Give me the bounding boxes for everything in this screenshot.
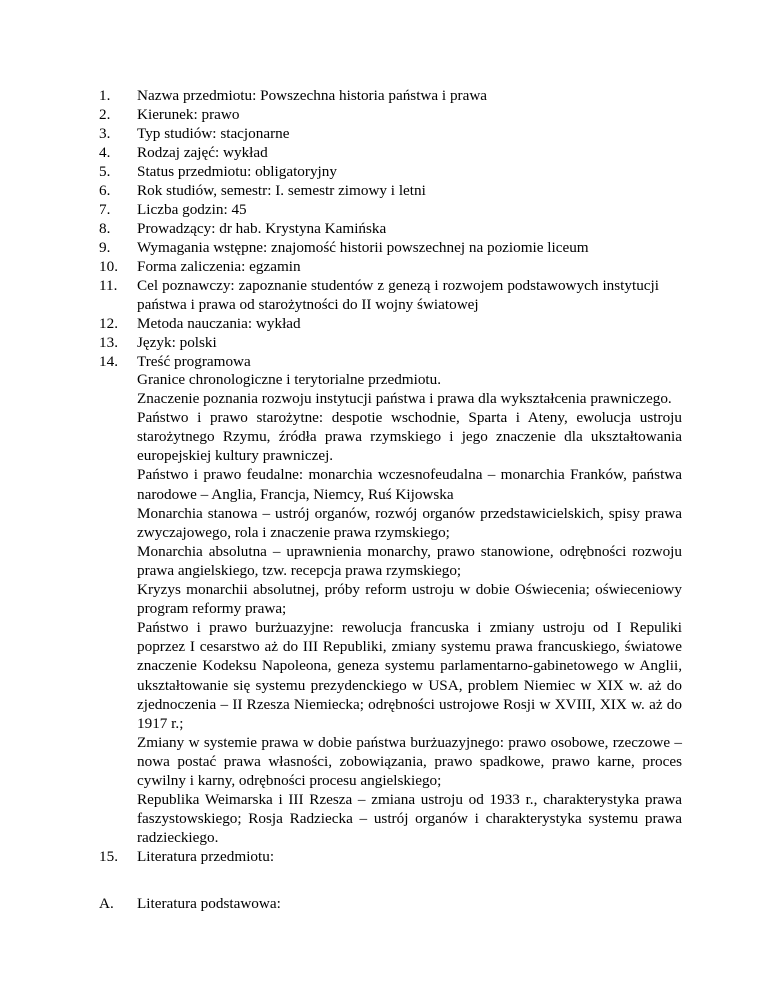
list-item (99, 143, 659, 162)
program-paragraph: Monarchia absolutna – uprawnienia monarchy, prawo stanowione, odrębności rozwoju prawa angielskiego, tzw. recepcja prawa rzymskiego; (137, 542, 682, 579)
item-text: Rok studiów, semestr: I. semestr zimowy i letni (137, 182, 426, 199)
literature-heading (99, 847, 659, 866)
item-text: Nazwa przedmiotu: Powszechna historia państwa i prawa (137, 87, 488, 104)
item-text: Język: polski (137, 334, 217, 351)
list-item (99, 238, 659, 257)
list-item (99, 105, 659, 124)
list-item (99, 124, 659, 143)
item-number: 10. (99, 258, 118, 275)
item-number: A. (99, 895, 114, 912)
item-text: Cel poznawczy: zapoznanie studentów z genezą i rozwojem podstawowych instytucji państwa i prawa od starożytności do II wojny światowej (137, 277, 659, 313)
list-item (99, 86, 659, 105)
item-text: Status przedmiotu: obligatoryjny (137, 163, 337, 180)
list-item (99, 314, 659, 333)
item-text: Literatura podstawowa: (137, 895, 281, 912)
item-text: Liczba godzin: 45 (137, 201, 247, 218)
item-number: 3. (99, 125, 111, 142)
program-paragraph: Kryzys monarchii absolutnej, próby reform ustroju w dobie Oświecenia; oświeceniowy program reformy prawa; (137, 581, 682, 618)
basic-literature-heading (99, 894, 659, 913)
item-text: Metoda nauczania: wykład (137, 315, 301, 332)
item-number: 9. (99, 239, 111, 256)
program-paragraph: Zmiany w systemie prawa w dobie państwa burżuazyjnego: prawo osobowe, rzeczowe – nowa postać prawa własności, zobowiązania, prawo spadkowe, prawo karne, proces cywilny i karny, odrębności procesu angielskiego; (137, 733, 682, 789)
item-number: 6. (99, 182, 111, 199)
item-text: Literatura przedmiotu: (137, 848, 275, 865)
program-paragraph: Monarchia stanowa – ustrój organów, rozwój organów przedstawicielskich, spisy prawa zwyczajowego, rola i znaczenie prawa rzymskiego; (137, 504, 682, 541)
item-number: 8. (99, 220, 111, 237)
item-number: 7. (99, 201, 111, 218)
list-item (99, 200, 659, 219)
list-item (99, 162, 659, 181)
item-text: Treść programowa (137, 353, 251, 370)
item-number: 1. (99, 87, 111, 104)
syllabus-list (99, 86, 659, 371)
item-number: 2. (99, 106, 111, 123)
program-paragraph: Republika Weimarska i III Rzesza – zmiana ustroju od 1933 r., charakterystyka prawa faszystowskiego; Rosja Radziecka – ustrój organów i charakterystyka systemu prawa radzieckiego. (137, 791, 682, 847)
item-number: 14. (99, 353, 118, 370)
list-item (99, 333, 659, 352)
item-number: 15. (99, 848, 118, 865)
item-text: Wymagania wstępne: znajomość historii powszechnej na poziomie liceum (137, 239, 589, 256)
program-paragraph: Państwo i prawo burżuazyjne: rewolucja francuska i zmiany ustroju od I Repuliki poprzez I cesarstwo aż do III Republiki, zmiany systemu prawa francuskiego, światowe znaczenie Kodeksu Napoleona, geneza systemu parlamentarno-gabinetowego w Anglii, ukształtowanie się systemu prezydenckiego w USA, problem Niemiec w XIX w. aż do zjednoczenia – II Rzesza Niemiecka; odrębności ustrojowe Rosji w XVIII, XIX w. aż do 1917 r.; (137, 619, 682, 732)
item-number: 5. (99, 163, 111, 180)
item-number: 11. (99, 277, 118, 294)
list-item (99, 276, 659, 314)
list-item (99, 352, 659, 371)
program-paragraph: Państwo i prawo starożytne: despotie wschodnie, Sparta i Ateny, ewolucja ustroju starożytnego Rzymu, źródła prawa rzymskiego i jego znaczenie dla ukształtowania europejskiej kultury prawniczej. (137, 409, 682, 465)
list-item (99, 257, 659, 276)
item-text: Prowadzący: dr hab. Krystyna Kamińska (137, 220, 387, 237)
program-paragraph: Państwo i prawo feudalne: monarchia wczesnofeudalna – monarchia Franków, państwa narodowe – Anglia, Francja, Niemcy, Ruś Kijowska (137, 466, 682, 503)
item-text: Typ studiów: stacjonarne (137, 125, 290, 142)
item-text: Forma zaliczenia: egzamin (137, 258, 301, 275)
item-text: Kierunek: prawo (137, 106, 240, 123)
program-paragraph: Granice chronologiczne i terytorialne przedmiotu. (137, 371, 442, 388)
list-item (99, 181, 659, 200)
program-paragraph: Znaczenie poznania rozwoju instytucji państwa i prawa dla wykształcenia prawniczego. (137, 390, 672, 408)
item-number: 12. (99, 315, 118, 332)
item-number: 13. (99, 334, 118, 351)
item-text: Rodzaj zajęć: wykład (137, 144, 268, 161)
list-item (99, 219, 659, 238)
program-content (137, 370, 682, 847)
item-number: 4. (99, 144, 111, 161)
